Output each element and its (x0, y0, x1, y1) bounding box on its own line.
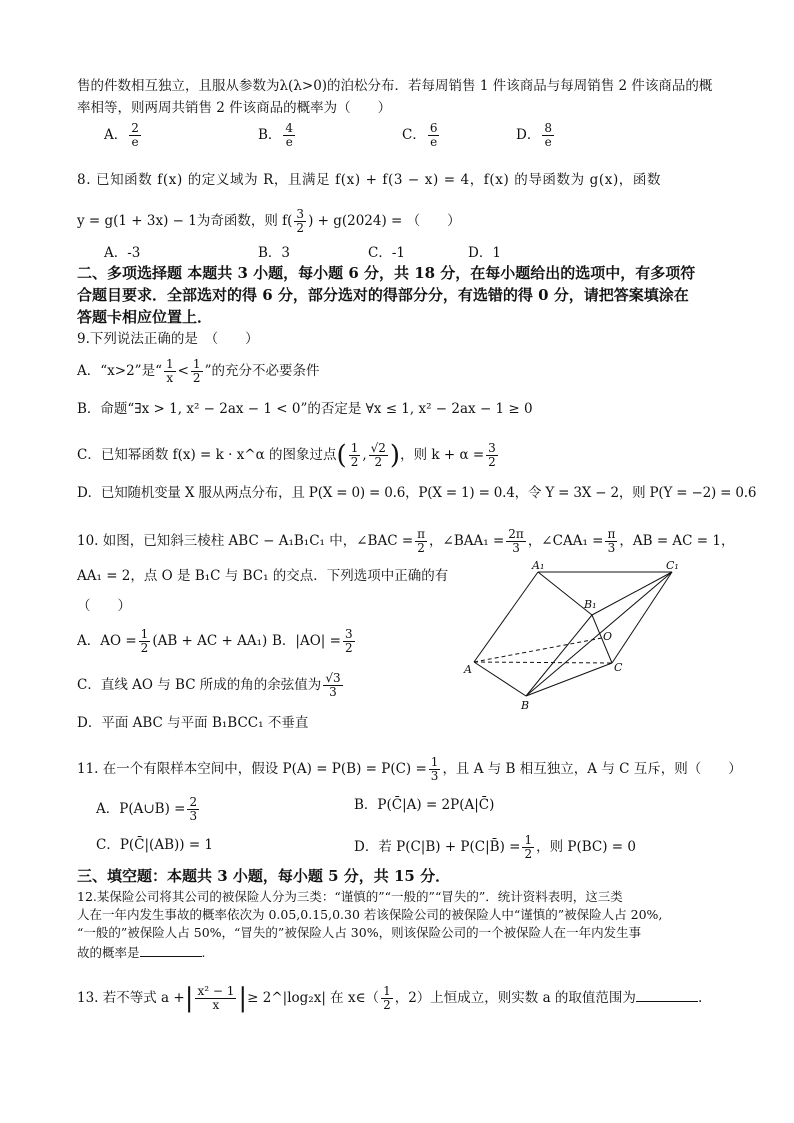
q12-answer-blank[interactable] (140, 942, 202, 957)
label-o: O (603, 630, 613, 643)
q10-option-d: D．平面 ABC 与平面 B₁BCC₁ 不垂直 (77, 715, 309, 731)
q8-option-d: D．1 (468, 245, 501, 261)
q10-stem-line2: AA₁ = 2，点 O 是 B₁C 与 BC₁ 的交点．下列选项中正确的有 (77, 568, 449, 584)
q10-option-b: B．|AO| = $\frac{3}{2}$ (272, 627, 353, 655)
q7-option-d: D． $\frac{8}{e}$ (516, 121, 552, 149)
q9-stem: 9.下列说法正确的是 （ ） (77, 331, 259, 347)
q10-answer-paren: （ ） (77, 598, 131, 614)
q7-option-b: B． $\frac{4}{e}$ (258, 121, 294, 149)
q9-option-c: C．已知幂函数 f(x) = k · x^α 的图象过点( $\frac{1}{2}$ , $\frac{√2}{2}$ )，则 k + α = $\frac{3}{2}$ (77, 440, 496, 471)
label-c1: C₁ (666, 560, 679, 572)
q11-option-b: B．P(C̄|A) = 2P(A|C̄) (354, 797, 495, 813)
label-b1: B₁ (584, 598, 597, 611)
q8-stem-line1: 8. 已知函数 f(x) 的定义域为 R，且满足 f(x) + f(3 − x) = 4，f(x) 的导函数为 g(x)，函数 (77, 172, 662, 188)
q8-option-a: A．-3 (104, 245, 141, 261)
label-a1: A₁ (532, 560, 545, 572)
q11-option-a: A．P(A∪B) = $\frac{2}{3}$ (96, 795, 198, 823)
label-b: B (521, 699, 530, 710)
q11-option-c: C．P(C̄|(AB)) = 1 (96, 837, 214, 853)
q8-option-b: B．3 (258, 245, 291, 261)
edge-aa1 (474, 572, 538, 662)
edge-ac-hidden (474, 662, 612, 663)
q11-option-d: D．若 P(C|B) + P(C|B̄) = $\frac{1}{2}$ ，则 P(BC) = 0 (354, 833, 636, 861)
edge-cc1 (612, 572, 672, 663)
section3-heading: 三、填空题：本题共 3 小题，每小题 5 分，共 15 分． (77, 867, 451, 885)
section2-heading-line1: 二、多项选择题 本题共 3 小题，每小题 6 分，共 18 分，在每小题给出的选项中，有多项符 (77, 264, 696, 282)
label-c: C (614, 661, 623, 674)
q8-option-c: C．-1 (368, 245, 405, 261)
q7-stem-line2: 率相等，则两周共销售 2 件该商品的概率为（ ） (77, 100, 392, 116)
q12-line1: 12.某保险公司将其公司的被保险人分为三类：“谨慎的”“一般的”“冒失的”．统计资料表明，这三类 (77, 889, 623, 904)
section2-heading-line2: 合题目要求．全部选对的得 6 分，部分选对的得部分分，有选错的得 0 分，请把答案填涂在 (77, 286, 689, 304)
edge-b1c1 (592, 572, 672, 615)
q8-stem-line2: y = g(1 + 3x) − 1为奇函数，则 f( $\frac{3}{2}$ ) + g(2024) = （ ） (77, 207, 461, 235)
q13-stem: 13. 若不等式 a +| $\frac{\text{x² − 1}}{x}$ |≥ 2^|log₂x| 在 x∈（ $\frac{1}{2}$ ，2）上恒成立，则实数 a 的取值范围为 . (77, 983, 703, 1014)
prism-figure (460, 560, 690, 710)
q9-option-a: A．“x>2”是“ $\frac{1}{x}$ < $\frac{1}{2}$ ”的充分不必要条件 (77, 357, 320, 385)
q7-option-c: C． $\frac{6}{e}$ (402, 121, 438, 149)
q12-line4: 故的概率是 . (77, 942, 206, 962)
q7-stem-line1: 售的件数相互独立，且服从参数为λ(λ>0)的泊松分布．若每周销售 1 件该商品与每周销售 2 件该商品的概 (77, 78, 713, 94)
q7-option-a: A． $\frac{2}{e}$ (104, 121, 139, 149)
q12-line2: 人在一年内发生事故的概率依次为 0.05,0.15,0.30 若该保险公司的被保险人中“谨慎的”被保险人占 20%, (77, 907, 663, 922)
q9-option-b: B．命题“∃x > 1, x² − 2ax − 1 < 0”的否定是 ∀x ≤ 1, x² − 2ax − 1 ≥ 0 (77, 401, 533, 417)
segment-ao-hidden (474, 638, 602, 662)
q11-stem: 11. 在一个有限样本空间中，假设 P(A) = P(B) = P(C) = $\frac{1}{3}$ ，且 A 与 B 相互独立，A 与 C 互斥，则（ ） (77, 755, 742, 783)
q9-option-d: D．已知随机变量 X 服从两点分布，且 P(X = 0) = 0.6，P(X = 1) = 0.4，令 Y = 3X − 2，则 P(Y = −2) = 0.6 (77, 485, 757, 501)
section2-heading-line3: 答题卡相应位置上． (77, 308, 213, 326)
q13-answer-blank[interactable] (636, 987, 698, 1002)
q12-line3: “一般的”被保险人占 50%，“冒失的”被保险人占 30%，则该保险公司的一个被保险人在一年内发生事 (77, 925, 642, 940)
q10-option-c: C．直线 AO 与 BC 所成的角的余弦值为 $\frac{√3}{3}$ (77, 671, 341, 699)
q10-option-a: A．AO = $\frac{1}{2}$ (AB + AC + AA₁) (77, 627, 268, 655)
label-a: A (464, 663, 472, 676)
edge-ab (474, 662, 526, 696)
q10-stem-line1: 10. 如图，已知斜三棱柱 ABC − A₁B₁C₁ 中，∠BAC = $\frac{\pi}{2}$ ，∠BAA₁ = $\frac{2\pi}{3}$ ，∠CAA₁ = $\frac{\pi}{3}$ ，AB = AC = 1， (77, 527, 735, 555)
diagonal-bc1 (526, 572, 672, 696)
